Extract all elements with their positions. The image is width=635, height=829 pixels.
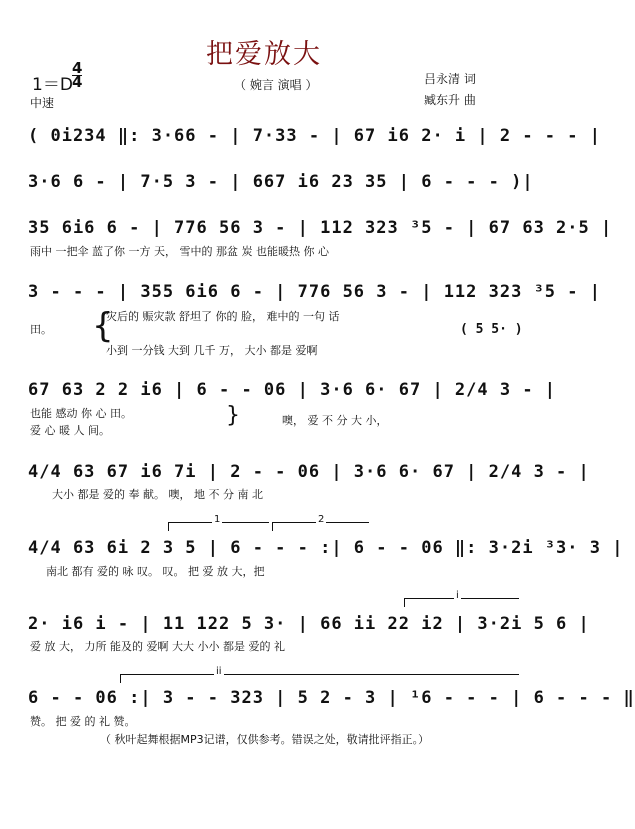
score-line-3: 35 6i6 6 - | 776 56 3 - | 112 323 ³5 - | 67 63 2·5 | [28, 218, 613, 238]
lyric-line-4a: 灾后的 赈灾款 舒坦了 你的 脸， 难中的 一句 话 [106, 310, 340, 323]
volta-bracket-i [404, 598, 519, 607]
singer-credit: （ 婉言 演唱 ） [234, 78, 318, 92]
lyric-line-7: 南北 都有 爱的 咏 叹。 叹。 把 爱 放 大，把 [46, 565, 265, 578]
score-line-8: 2· i6 i - | 11 122 5 3· | 66 ii 22 i2 | 3·2i 5 6 | [28, 614, 590, 634]
meter-bottom: 4 [72, 73, 83, 91]
lyric-line-5b: 爱 心 暖 人 间。 [30, 424, 110, 437]
lyricist-credit: 吕永清 词 [424, 72, 476, 86]
page-title: 把爱放大 [206, 39, 322, 70]
cue-notes: ( 5 5· ) [460, 322, 523, 337]
lyric-line-5c: 噢， 爱 不 分 大 小， [282, 414, 388, 427]
score-line-4: 3 - - - | 355 6i6 6 - | 776 56 3 - | 112 323 ³5 - | [28, 282, 601, 302]
score-line-1: ( 0i234 ‖: 3·66 - | 7·33 - | 67 i6 2· i | 2 - - - | [28, 126, 601, 146]
verse-brace: { [92, 306, 114, 346]
volta-label-1: 1 [214, 514, 221, 525]
score-line-6: 4/4 63 67 i6 7i | 2 - - 06 | 3·6 6· 67 | 2/4 3 - | [28, 462, 590, 482]
score-line-7: 4/4 63 6i 2 3 5 | 6 - - - :| 6 - - 06 ‖: 3·2i ³3· 3 | [28, 538, 624, 558]
lyric-line-5a: 也能 感动 你 心 田。 [30, 407, 132, 420]
lyric-line-3: 雨中 一把伞 蓝了你 一方 天， 雪中的 那盆 炭 也能暖热 你 心 [30, 245, 329, 258]
lyric-line-4b: 小到 一分钱 大到 几千 万， 大小 都是 爱啊 [106, 344, 318, 357]
volta-label-2: 2 [318, 514, 325, 525]
volta-label-ii: ii [216, 666, 222, 677]
lyric-line-9: 赞。 把 爱 的 礼 赞。 [30, 715, 136, 728]
volta-label-i: i [456, 590, 459, 601]
volta-bracket-ii [120, 674, 519, 683]
composer-credit: 臧东升 曲 [424, 93, 476, 107]
score-line-9: 6 - - 06 :| 3 - - 323 | 5 2 - 3 | ¹6 - - - | 6 - - - ‖ [28, 688, 635, 708]
key-signature: 1＝D [32, 75, 73, 95]
score-line-5: 67 63 2 2 i6 | 6 - - 06 | 3·6 6· 67 | 2/4 3 - | [28, 380, 557, 400]
lyric-line-4c: 田。 [30, 323, 52, 336]
time-signature [72, 59, 83, 91]
footnote: （ 秋叶起舞根据MP3记谱，仅供参考。错误之处，敬请批评指正。） [100, 733, 430, 746]
meter-top: 4 [72, 59, 83, 77]
lyric-line-6: 大小 都是 爱的 奉 献。 噢， 地 不 分 南 北 [52, 488, 263, 501]
score-line-2: 3·6 6 - | 7·5 3 - | 667 i6 23 35 | 6 - - - )| [28, 172, 534, 192]
verse-brace-right: } [226, 403, 240, 428]
lyric-line-8: 爱 放 大， 力所 能及的 爱啊 大大 小小 都是 爱的 礼 [30, 640, 285, 653]
tempo-marking: 中速 [30, 96, 55, 110]
